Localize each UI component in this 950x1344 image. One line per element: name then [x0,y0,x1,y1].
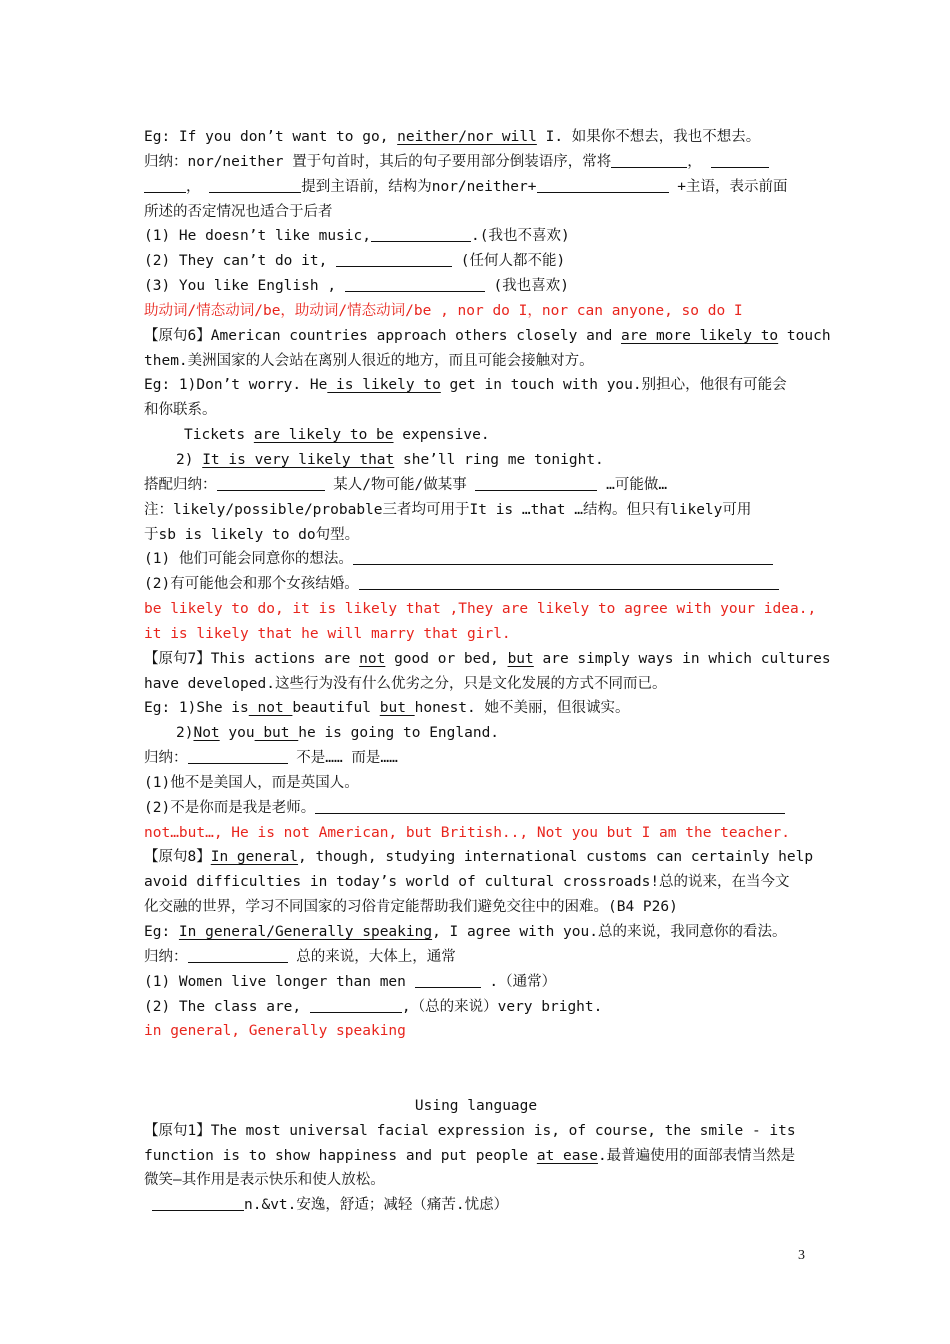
line: 2) It is very likely that she’ll ring me tonight. [176,451,604,468]
line: 和你联系。 [144,402,217,419]
line: (2) They can’t do it, (任何人都不能) [144,249,808,274]
line: have developed.这些行为没有什么优劣之分，只是文化发展的方式不同而已。 [144,675,667,692]
line: them.美洲国家的人会站在离别人很近的地方，而且可能会接触对方。 [144,352,594,369]
line: Eg: If you don’t want to go, neither/nor will I. 如果你不想去，我也不想去。 [144,129,761,145]
line: 化交融的世界，学习不同国家的习俗肯定能帮助我们避免交往中的困难。(B4 P26) [144,899,678,916]
answer-line: not…but…, He is not American, but British.., Not you but I am the teacher. [144,824,791,841]
line: 归纳： 不是…… 而是…… [144,746,808,771]
line: (3) You like English , (我也喜欢) [144,274,808,299]
line: (1)他不是美国人，而是英国人。 [144,774,359,791]
line: (2)不是你而是我是老师。 [144,796,808,821]
answer-line: it is likely that he will marry that girl. [144,625,511,642]
line: 【原句7】This actions are not good or bed, but are simply ways in which cultures [144,650,831,667]
line: avoid difficulties in today’s world of cultural crossroads!总的说来，在当今文 [144,874,790,891]
page-number: 3 [798,1248,805,1263]
line: 注：likely/possible/probable三者均可用于It is …that …结构。但只有likely可用 [144,501,752,518]
line: Eg: In general/Generally speaking, I agree with you.总的来说，我同意你的看法。 [144,924,787,940]
line: 【原句1】The most universal facial expression is, of course, the smile - its [144,1122,796,1139]
section-heading: Using language [414,1097,538,1114]
line: 所述的否定情况也适合于后者 [144,203,333,220]
answer-line: be likely to do, it is likely that ,They are likely to agree with your idea., [144,601,817,618]
line: (1) Women live longer than men .（通常） [144,970,808,995]
line: 2)Not you but he is going to England. [176,725,500,742]
line: 搭配归纳： 某人/物可能/做某事 …可能做… [144,473,808,498]
line: 归纳：nor/neither 置于句首时，其后的句子要用部分倒装语序，常将 ， [144,150,808,175]
line: Eg: 1)Don’t worry. He is likely to get in touch with you.别担心，他很有可能会 [144,377,787,394]
line: n.&vt.安逸，舒适；减轻（痛苦.忧虑） [144,1193,808,1218]
document-page [144,125,831,1218]
line: (2)有可能他会和那个女孩结婚。 [144,572,808,597]
line: Eg: 1)She is not beautiful but honest. 她不美丽，但很诚实。 [144,700,630,717]
line: 微笑—其作用是表示快乐和使人放松。 [144,1172,385,1189]
answer-line: in general, Generally speaking [144,1023,406,1040]
answer-line: 助动词/情态动词/be，助动词/情态动词/be , nor do I，nor can anyone, so do I [144,302,743,319]
line: 【原句6】American countries approach others closely and are more likely to touch [144,327,831,344]
line: 于sb is likely to do句型。 [144,526,360,543]
line: ， 提到主语前，结构为nor/neither+ +主语，表示前面 [144,175,808,200]
line: function is to show happiness and put people at ease.最普遍使用的面部表情当然是 [144,1147,796,1164]
line: (1) He doesn’t like music, .(我也不喜欢) [144,224,808,249]
line: Tickets are likely to be expensive. [184,427,490,444]
line: 【原句8】In general, though, studying international customs can certainly help [144,849,814,866]
line: 归纳： 总的来说，大体上，通常 [144,945,808,970]
line: (1) 他们可能会同意你的想法。 [144,547,808,572]
line: (2) The class are, ,（总的来说）very bright. [144,995,808,1020]
